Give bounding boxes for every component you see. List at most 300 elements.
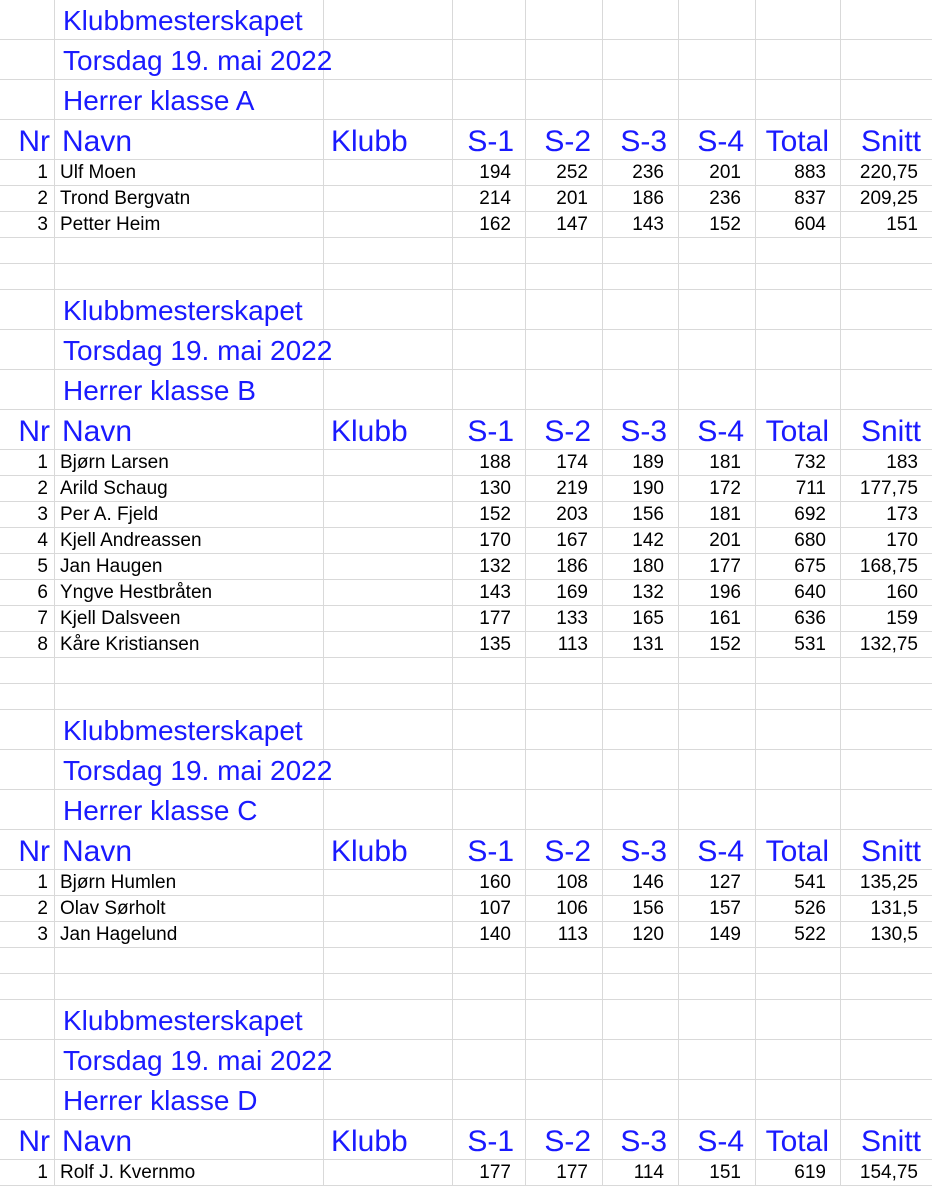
cell-navn[interactable]	[55, 896, 324, 921]
cell-total[interactable]	[756, 1080, 841, 1119]
cell-klubb[interactable]	[324, 502, 453, 527]
cell-s3[interactable]	[603, 632, 679, 657]
cell-klubb[interactable]	[324, 160, 453, 185]
cell-snitt[interactable]	[841, 528, 932, 553]
cell-s4[interactable]	[679, 948, 756, 973]
cell-navn[interactable]	[55, 1160, 324, 1185]
cell-klubb[interactable]	[324, 450, 453, 475]
cell-s4[interactable]	[679, 264, 756, 289]
cell-nr[interactable]	[0, 580, 55, 605]
cell-s2[interactable]	[526, 974, 603, 999]
cell-s4[interactable]	[679, 80, 756, 119]
cell-snitt[interactable]	[841, 290, 932, 329]
cell-total[interactable]	[756, 502, 841, 527]
cell-s1[interactable]	[453, 212, 526, 237]
cell-nr[interactable]	[0, 896, 55, 921]
cell-klubb[interactable]	[324, 1000, 453, 1039]
cell-s3[interactable]	[603, 476, 679, 501]
cell-klubb[interactable]	[324, 1040, 453, 1079]
cell-s1[interactable]	[453, 948, 526, 973]
cell-total[interactable]	[756, 658, 841, 683]
cell-navn[interactable]	[55, 870, 324, 895]
cell-total[interactable]	[756, 476, 841, 501]
cell-s4[interactable]	[679, 606, 756, 631]
cell-s4[interactable]	[679, 1040, 756, 1079]
cell-klubb[interactable]	[324, 580, 453, 605]
cell-nr[interactable]	[0, 186, 55, 211]
cell-nr[interactable]	[0, 606, 55, 631]
cell-total[interactable]	[756, 684, 841, 709]
cell-total[interactable]	[756, 1000, 841, 1039]
cell-snitt[interactable]	[841, 502, 932, 527]
cell-nr[interactable]	[0, 528, 55, 553]
cell-klubb[interactable]	[324, 186, 453, 211]
cell-klubb[interactable]	[324, 1080, 453, 1119]
header-cell-nr[interactable]	[0, 1120, 55, 1159]
cell-total[interactable]	[756, 710, 841, 749]
header-cell-s3[interactable]	[603, 830, 679, 869]
cell-s4[interactable]	[679, 160, 756, 185]
cell-s1[interactable]	[453, 632, 526, 657]
cell-s2[interactable]	[526, 922, 603, 947]
cell-klubb[interactable]	[324, 922, 453, 947]
cell-klubb[interactable]	[324, 710, 453, 749]
header-cell-nr[interactable]	[0, 120, 55, 159]
cell-s1[interactable]	[453, 1080, 526, 1119]
header-cell-s4[interactable]	[679, 1120, 756, 1159]
cell-s3[interactable]	[603, 750, 679, 789]
cell-s1[interactable]	[453, 580, 526, 605]
cell-s2[interactable]	[526, 1080, 603, 1119]
cell-snitt[interactable]	[841, 264, 932, 289]
cell-navn[interactable]	[55, 502, 324, 527]
header-cell-s4[interactable]	[679, 120, 756, 159]
cell-nr[interactable]	[0, 684, 55, 709]
cell-s1[interactable]	[453, 264, 526, 289]
cell-nr[interactable]	[0, 974, 55, 999]
cell-s3[interactable]	[603, 450, 679, 475]
cell-nr[interactable]	[0, 870, 55, 895]
cell-navn[interactable]	[55, 160, 324, 185]
cell-snitt[interactable]	[841, 948, 932, 973]
cell-navn[interactable]	[55, 476, 324, 501]
header-cell-s1[interactable]	[453, 120, 526, 159]
cell-navn[interactable]	[55, 554, 324, 579]
cell-klubb[interactable]	[324, 554, 453, 579]
cell-s1[interactable]	[453, 0, 526, 39]
cell-s1[interactable]	[453, 1040, 526, 1079]
cell-s2[interactable]	[526, 896, 603, 921]
cell-s2[interactable]	[526, 870, 603, 895]
cell-s1[interactable]	[453, 658, 526, 683]
cell-s1[interactable]	[453, 80, 526, 119]
cell-s3[interactable]	[603, 790, 679, 829]
cell-s2[interactable]	[526, 264, 603, 289]
header-cell-snitt[interactable]	[841, 120, 932, 159]
cell-s4[interactable]	[679, 1080, 756, 1119]
cell-s1[interactable]	[453, 290, 526, 329]
cell-nr[interactable]	[0, 790, 55, 829]
cell-snitt[interactable]	[841, 658, 932, 683]
cell-nr[interactable]	[0, 1040, 55, 1079]
cell-klubb[interactable]	[324, 212, 453, 237]
cell-total[interactable]	[756, 974, 841, 999]
cell-s4[interactable]	[679, 528, 756, 553]
cell-s1[interactable]	[453, 922, 526, 947]
cell-nr[interactable]	[0, 710, 55, 749]
cell-snitt[interactable]	[841, 370, 932, 409]
cell-s2[interactable]	[526, 580, 603, 605]
cell-s2[interactable]	[526, 750, 603, 789]
cell-s3[interactable]	[603, 40, 679, 79]
header-cell-s1[interactable]	[453, 1120, 526, 1159]
cell-s3[interactable]	[603, 710, 679, 749]
cell-s1[interactable]	[453, 606, 526, 631]
header-cell-s4[interactable]	[679, 410, 756, 449]
cell-s2[interactable]	[526, 212, 603, 237]
cell-s2[interactable]	[526, 658, 603, 683]
cell-klubb[interactable]	[324, 790, 453, 829]
cell-s2[interactable]	[526, 1160, 603, 1185]
header-cell-s3[interactable]	[603, 410, 679, 449]
cell-total[interactable]	[756, 264, 841, 289]
cell-navn[interactable]	[55, 632, 324, 657]
cell-s2[interactable]	[526, 1040, 603, 1079]
cell-total[interactable]	[756, 186, 841, 211]
cell-navn[interactable]	[55, 264, 324, 289]
cell-s4[interactable]	[679, 896, 756, 921]
cell-s3[interactable]	[603, 0, 679, 39]
cell-nr[interactable]	[0, 1080, 55, 1119]
cell-snitt[interactable]	[841, 870, 932, 895]
cell-s3[interactable]	[603, 974, 679, 999]
cell-s4[interactable]	[679, 450, 756, 475]
cell-total[interactable]	[756, 528, 841, 553]
cell-snitt[interactable]	[841, 632, 932, 657]
cell-snitt[interactable]	[841, 238, 932, 263]
header-cell-s3[interactable]	[603, 1120, 679, 1159]
cell-total[interactable]	[756, 0, 841, 39]
cell-snitt[interactable]	[841, 790, 932, 829]
cell-s4[interactable]	[679, 750, 756, 789]
cell-klubb[interactable]	[324, 264, 453, 289]
cell-s1[interactable]	[453, 870, 526, 895]
cell-s3[interactable]	[603, 606, 679, 631]
cell-s3[interactable]	[603, 1160, 679, 1185]
cell-klubb[interactable]	[324, 974, 453, 999]
cell-s3[interactable]	[603, 1000, 679, 1039]
cell-s2[interactable]	[526, 80, 603, 119]
cell-s2[interactable]	[526, 290, 603, 329]
cell-s2[interactable]	[526, 370, 603, 409]
cell-nr[interactable]	[0, 370, 55, 409]
cell-klubb[interactable]	[324, 0, 453, 39]
cell-snitt[interactable]	[841, 750, 932, 789]
cell-klubb[interactable]	[324, 896, 453, 921]
cell-s3[interactable]	[603, 502, 679, 527]
cell-total[interactable]	[756, 330, 841, 369]
cell-klubb[interactable]	[324, 948, 453, 973]
cell-s2[interactable]	[526, 476, 603, 501]
cell-klubb[interactable]	[324, 238, 453, 263]
cell-s3[interactable]	[603, 658, 679, 683]
cell-s3[interactable]	[603, 186, 679, 211]
cell-snitt[interactable]	[841, 212, 932, 237]
cell-s4[interactable]	[679, 476, 756, 501]
cell-navn[interactable]	[55, 450, 324, 475]
cell-nr[interactable]	[0, 1000, 55, 1039]
header-cell-navn[interactable]	[55, 830, 324, 869]
cell-s1[interactable]	[453, 684, 526, 709]
cell-s1[interactable]	[453, 974, 526, 999]
cell-s2[interactable]	[526, 0, 603, 39]
cell-s1[interactable]	[453, 160, 526, 185]
cell-s4[interactable]	[679, 870, 756, 895]
header-cell-nr[interactable]	[0, 830, 55, 869]
cell-s2[interactable]	[526, 238, 603, 263]
cell-s1[interactable]	[453, 330, 526, 369]
cell-s1[interactable]	[453, 370, 526, 409]
cell-s1[interactable]	[453, 554, 526, 579]
cell-s1[interactable]	[453, 502, 526, 527]
cell-snitt[interactable]	[841, 684, 932, 709]
cell-total[interactable]	[756, 632, 841, 657]
cell-snitt[interactable]	[841, 160, 932, 185]
header-cell-navn[interactable]	[55, 410, 324, 449]
cell-total[interactable]	[756, 238, 841, 263]
cell-nr[interactable]	[0, 40, 55, 79]
cell-navn[interactable]	[55, 186, 324, 211]
cell-s1[interactable]	[453, 1160, 526, 1185]
cell-klubb[interactable]	[324, 632, 453, 657]
cell-total[interactable]	[756, 790, 841, 829]
cell-navn[interactable]	[55, 238, 324, 263]
cell-s2[interactable]	[526, 330, 603, 369]
cell-klubb[interactable]	[324, 606, 453, 631]
cell-total[interactable]	[756, 1040, 841, 1079]
cell-s2[interactable]	[526, 40, 603, 79]
cell-navn[interactable]	[55, 684, 324, 709]
cell-s2[interactable]	[526, 790, 603, 829]
cell-s4[interactable]	[679, 212, 756, 237]
cell-s3[interactable]	[603, 528, 679, 553]
cell-nr[interactable]	[0, 160, 55, 185]
header-cell-s4[interactable]	[679, 830, 756, 869]
cell-total[interactable]	[756, 948, 841, 973]
cell-s1[interactable]	[453, 528, 526, 553]
header-cell-s2[interactable]	[526, 410, 603, 449]
header-cell-s1[interactable]	[453, 410, 526, 449]
cell-snitt[interactable]	[841, 1040, 932, 1079]
header-cell-klubb[interactable]	[324, 830, 453, 869]
cell-klubb[interactable]	[324, 750, 453, 789]
cell-s2[interactable]	[526, 710, 603, 749]
cell-snitt[interactable]	[841, 0, 932, 39]
cell-s3[interactable]	[603, 370, 679, 409]
cell-s2[interactable]	[526, 632, 603, 657]
cell-s2[interactable]	[526, 450, 603, 475]
cell-nr[interactable]	[0, 330, 55, 369]
cell-snitt[interactable]	[841, 896, 932, 921]
header-cell-total[interactable]	[756, 410, 841, 449]
cell-s4[interactable]	[679, 580, 756, 605]
header-cell-klubb[interactable]	[324, 1120, 453, 1159]
cell-snitt[interactable]	[841, 450, 932, 475]
cell-s2[interactable]	[526, 528, 603, 553]
cell-s4[interactable]	[679, 40, 756, 79]
cell-nr[interactable]	[0, 0, 55, 39]
cell-s1[interactable]	[453, 710, 526, 749]
cell-snitt[interactable]	[841, 710, 932, 749]
cell-s4[interactable]	[679, 330, 756, 369]
cell-klubb[interactable]	[324, 1160, 453, 1185]
cell-s2[interactable]	[526, 948, 603, 973]
cell-s4[interactable]	[679, 922, 756, 947]
cell-klubb[interactable]	[324, 330, 453, 369]
cell-s1[interactable]	[453, 896, 526, 921]
cell-s3[interactable]	[603, 264, 679, 289]
cell-total[interactable]	[756, 40, 841, 79]
cell-s2[interactable]	[526, 1000, 603, 1039]
header-cell-snitt[interactable]	[841, 410, 932, 449]
cell-snitt[interactable]	[841, 554, 932, 579]
cell-navn[interactable]	[55, 658, 324, 683]
header-cell-klubb[interactable]	[324, 120, 453, 159]
cell-s4[interactable]	[679, 186, 756, 211]
cell-s4[interactable]	[679, 238, 756, 263]
cell-nr[interactable]	[0, 502, 55, 527]
cell-s1[interactable]	[453, 450, 526, 475]
cell-s1[interactable]	[453, 476, 526, 501]
cell-s4[interactable]	[679, 554, 756, 579]
header-cell-total[interactable]	[756, 1120, 841, 1159]
cell-s1[interactable]	[453, 1000, 526, 1039]
cell-snitt[interactable]	[841, 186, 932, 211]
cell-navn[interactable]	[55, 606, 324, 631]
header-cell-navn[interactable]	[55, 120, 324, 159]
cell-total[interactable]	[756, 80, 841, 119]
cell-nr[interactable]	[0, 922, 55, 947]
cell-s4[interactable]	[679, 710, 756, 749]
cell-total[interactable]	[756, 922, 841, 947]
header-cell-s2[interactable]	[526, 1120, 603, 1159]
cell-snitt[interactable]	[841, 580, 932, 605]
cell-s3[interactable]	[603, 554, 679, 579]
header-cell-s2[interactable]	[526, 120, 603, 159]
cell-s1[interactable]	[453, 40, 526, 79]
cell-s3[interactable]	[603, 870, 679, 895]
header-cell-nr[interactable]	[0, 410, 55, 449]
cell-snitt[interactable]	[841, 476, 932, 501]
header-cell-s2[interactable]	[526, 830, 603, 869]
cell-s3[interactable]	[603, 896, 679, 921]
cell-nr[interactable]	[0, 212, 55, 237]
cell-total[interactable]	[756, 370, 841, 409]
cell-s2[interactable]	[526, 160, 603, 185]
cell-snitt[interactable]	[841, 974, 932, 999]
cell-s2[interactable]	[526, 554, 603, 579]
cell-nr[interactable]	[0, 632, 55, 657]
cell-s4[interactable]	[679, 974, 756, 999]
cell-nr[interactable]	[0, 658, 55, 683]
cell-navn[interactable]	[55, 580, 324, 605]
cell-s3[interactable]	[603, 238, 679, 263]
cell-s4[interactable]	[679, 1000, 756, 1039]
cell-s2[interactable]	[526, 684, 603, 709]
cell-s3[interactable]	[603, 160, 679, 185]
cell-s1[interactable]	[453, 238, 526, 263]
cell-nr[interactable]	[0, 290, 55, 329]
cell-nr[interactable]	[0, 948, 55, 973]
cell-nr[interactable]	[0, 750, 55, 789]
cell-klubb[interactable]	[324, 870, 453, 895]
cell-nr[interactable]	[0, 238, 55, 263]
cell-s1[interactable]	[453, 186, 526, 211]
cell-klubb[interactable]	[324, 290, 453, 329]
cell-nr[interactable]	[0, 264, 55, 289]
cell-navn[interactable]	[55, 974, 324, 999]
cell-total[interactable]	[756, 870, 841, 895]
header-cell-klubb[interactable]	[324, 410, 453, 449]
cell-snitt[interactable]	[841, 1000, 932, 1039]
cell-s3[interactable]	[603, 922, 679, 947]
cell-navn[interactable]	[55, 948, 324, 973]
cell-s4[interactable]	[679, 502, 756, 527]
cell-klubb[interactable]	[324, 80, 453, 119]
cell-s4[interactable]	[679, 0, 756, 39]
header-cell-total[interactable]	[756, 120, 841, 159]
cell-nr[interactable]	[0, 80, 55, 119]
cell-total[interactable]	[756, 450, 841, 475]
cell-snitt[interactable]	[841, 922, 932, 947]
header-cell-total[interactable]	[756, 830, 841, 869]
cell-nr[interactable]	[0, 554, 55, 579]
cell-snitt[interactable]	[841, 330, 932, 369]
cell-nr[interactable]	[0, 450, 55, 475]
cell-total[interactable]	[756, 554, 841, 579]
cell-s4[interactable]	[679, 632, 756, 657]
cell-nr[interactable]	[0, 476, 55, 501]
cell-s2[interactable]	[526, 186, 603, 211]
cell-total[interactable]	[756, 750, 841, 789]
header-cell-navn[interactable]	[55, 1120, 324, 1159]
cell-s3[interactable]	[603, 948, 679, 973]
cell-snitt[interactable]	[841, 606, 932, 631]
cell-total[interactable]	[756, 1160, 841, 1185]
cell-navn[interactable]	[55, 922, 324, 947]
cell-s3[interactable]	[603, 80, 679, 119]
cell-klubb[interactable]	[324, 40, 453, 79]
cell-snitt[interactable]	[841, 1160, 932, 1185]
cell-s3[interactable]	[603, 684, 679, 709]
cell-snitt[interactable]	[841, 80, 932, 119]
cell-snitt[interactable]	[841, 40, 932, 79]
cell-s4[interactable]	[679, 1160, 756, 1185]
cell-s3[interactable]	[603, 212, 679, 237]
cell-s4[interactable]	[679, 684, 756, 709]
cell-s3[interactable]	[603, 290, 679, 329]
cell-total[interactable]	[756, 290, 841, 329]
cell-s3[interactable]	[603, 330, 679, 369]
cell-klubb[interactable]	[324, 658, 453, 683]
cell-navn[interactable]	[55, 528, 324, 553]
cell-klubb[interactable]	[324, 528, 453, 553]
cell-s1[interactable]	[453, 790, 526, 829]
cell-navn[interactable]	[55, 212, 324, 237]
header-cell-s1[interactable]	[453, 830, 526, 869]
cell-s3[interactable]	[603, 1040, 679, 1079]
cell-s2[interactable]	[526, 502, 603, 527]
